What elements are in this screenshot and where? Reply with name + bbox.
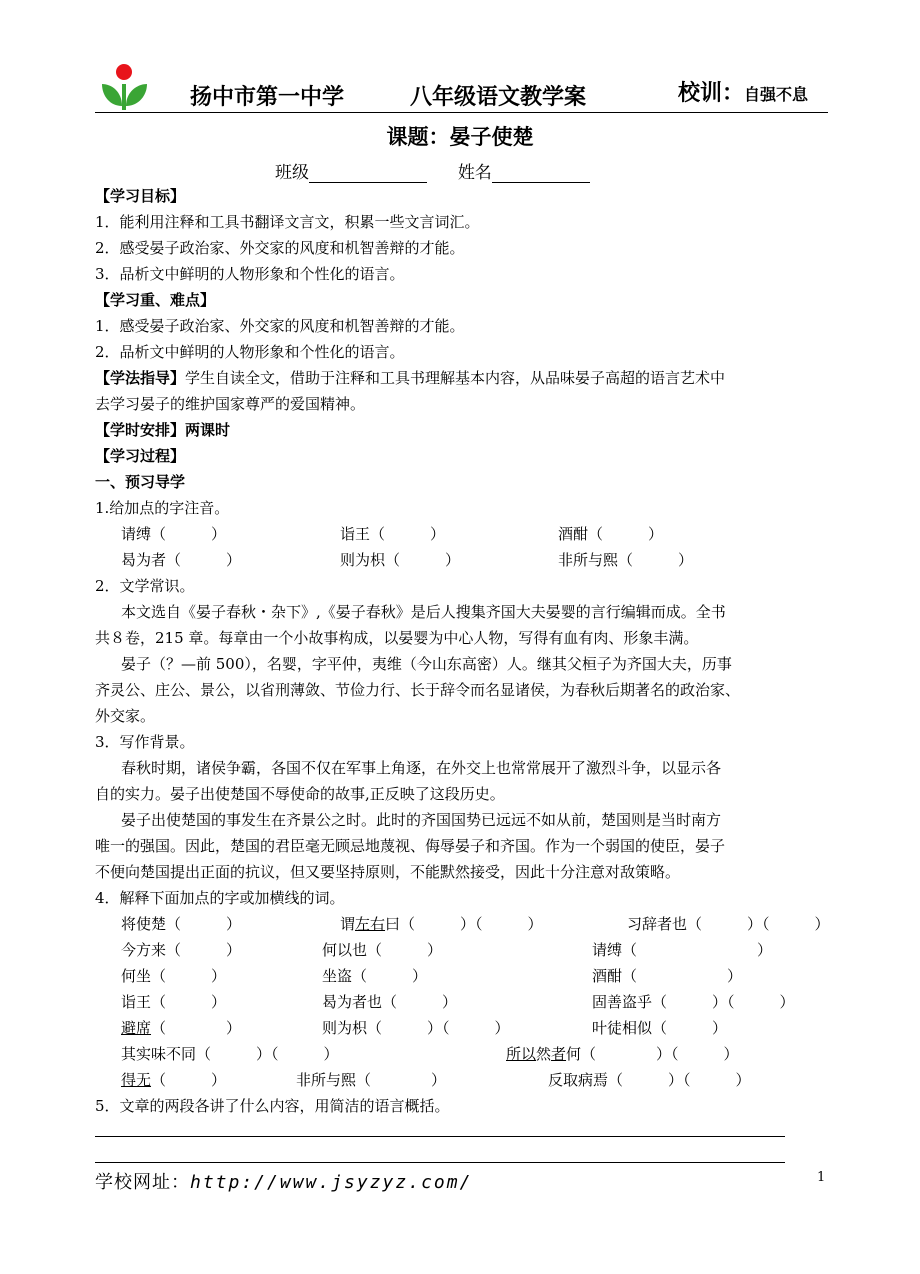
explain-blank[interactable]: 叶徒相似（ ） (592, 1019, 728, 1037)
class-name-row (275, 158, 590, 183)
paragraph-line: 共８卷，215 章。每章由一个小故事构成，以晏婴为中心人物，写得有血有肉、形象丰满。 (95, 629, 699, 647)
school-name: 扬中市第一中学 (190, 85, 345, 110)
goal-item: 2．感受晏子政治家、外交家的风度和机智善辩的才能。 (95, 239, 465, 257)
motto-text: 自强不息 (744, 85, 809, 104)
method-line (95, 367, 725, 388)
pinyin-blank[interactable]: 酒酣（ ） (558, 525, 664, 543)
underlined-word: 得无 (121, 1071, 152, 1089)
pinyin-blank[interactable]: 诣王（ ） (340, 525, 446, 543)
schedule-text: 两课时 (185, 421, 231, 439)
explain-blank[interactable]: 习辞者也（ ）（ ） (627, 915, 830, 933)
goal-item: 3．品析文中鲜明的人物形象和个性化的语言。 (95, 265, 405, 283)
plan-title: 八年级语文教学案 (410, 85, 587, 110)
paragraph-line: 晏子（？—前 500），名婴，字平仲，夷维（今山东高密）人。继其父桓子为齐国大夫，历事 (121, 655, 732, 673)
keypoint-item: 1．感受晏子政治家、外交家的风度和机智善辩的才能。 (95, 317, 465, 335)
class-blank[interactable] (309, 164, 427, 183)
method-line-2: 去学习晏子的维护国家尊严的爱国精神。 (95, 395, 366, 413)
schedule-heading: 【学时安排】 (95, 421, 186, 439)
explain-blank[interactable]: 将使楚（ ） (121, 915, 242, 933)
explain-blank[interactable]: 何坐（ ） (121, 967, 227, 985)
word-text: 曰（ ）（ ） (385, 915, 543, 933)
school-logo (100, 62, 150, 112)
q4-title: 4．解释下面加点的字或加横线的词。 (95, 889, 345, 907)
underlined-word: 避席 (121, 1019, 152, 1037)
explain-blank[interactable]: 请缚（ ） (592, 941, 773, 959)
process-heading: 【学习过程】 (95, 447, 186, 465)
section-preview-heading: 一、预习导学 (95, 473, 186, 491)
method-heading: 【学法指导】 (95, 369, 186, 387)
name-label: 姓名 (457, 163, 492, 183)
explain-blank[interactable] (121, 1069, 226, 1090)
q3-title: 3．写作背景。 (95, 733, 195, 751)
explain-blank[interactable]: 反取病焉（ ）（ ） (548, 1071, 751, 1089)
explain-blank[interactable]: 非所与熙（ ） (296, 1071, 447, 1089)
word-text: （ ） (151, 1019, 242, 1037)
explain-blank[interactable]: 酒酣（ ） (592, 967, 743, 985)
class-label: 班级 (275, 163, 309, 183)
explain-blank[interactable]: 坐盗（ ） (322, 967, 428, 985)
underlined-word: 所以 (506, 1045, 537, 1063)
pinyin-blank[interactable]: 则为枳（ ） (340, 551, 461, 569)
pinyin-blank[interactable]: 请缚（ ） (121, 525, 227, 543)
paragraph-line: 自的实力。晏子出使楚国不辱使命的故事,正反映了这段历史。 (95, 785, 505, 803)
explain-blank[interactable] (506, 1043, 739, 1064)
word-text: 然 (536, 1045, 552, 1063)
paragraph-line: 不便向楚国提出正面的抗议，但又要坚持原则，不能默然接受，因此十分注意对敌策略。 (95, 863, 681, 881)
paragraph-line: 外交家。 (95, 707, 156, 725)
paragraph-line: 唯一的强国。因此，楚国的君臣毫无顾忌地蔑视、侮辱晏子和齐国。作为一个弱国的使臣，晏子 (95, 837, 726, 855)
page-number: 1 (817, 1170, 826, 1185)
word-text: 何（ ）（ ） (566, 1045, 739, 1063)
q2-title: 2．文学常识。 (95, 577, 195, 595)
pinyin-blank[interactable]: 非所与熙（ ） (558, 551, 694, 569)
keypoint-item: 2．品析文中鲜明的人物形象和个性化的语言。 (95, 343, 405, 361)
goals-heading: 【学习目标】 (95, 187, 186, 205)
underlined-word: 者 (551, 1045, 567, 1063)
explain-blank[interactable]: 固善盗乎（ ）（ ） (592, 993, 795, 1011)
answer-line[interactable] (95, 1136, 785, 1137)
underlined-word: 左右 (355, 915, 386, 933)
footer-label: 学校网址： (95, 1172, 190, 1193)
explain-blank[interactable] (121, 1017, 241, 1038)
explain-blank[interactable]: 曷为者也（ ） (322, 993, 458, 1011)
word-text: 谓 (340, 915, 356, 933)
explain-blank[interactable]: 何以也（ ） (322, 941, 443, 959)
paragraph-line: 齐灵公、庄公、景公，以省刑薄敛、节俭力行、长于辞令而名显诸侯，为春秋后期著名的政治家、 (95, 681, 741, 699)
motto-label: 校训： (678, 81, 745, 106)
paragraph-line: 春秋时期，诸侯争霸，各国不仅在军事上角逐，在外交上也常常展开了激烈斗争，以显示各 (121, 759, 722, 777)
name-blank[interactable] (492, 164, 590, 183)
paragraph-line: 本文选自《晏子春秋・杂下》,《晏子春秋》是后人搜集齐国大夫晏婴的言行编辑而成。全书 (121, 603, 726, 621)
footer-website (95, 1168, 472, 1194)
q5-title: 5．文章的两段各讲了什么内容，用简洁的语言概括。 (95, 1097, 450, 1115)
footer-url[interactable]: http://www.jsyzyz.com/ (190, 1172, 473, 1193)
word-text: （ ） (151, 1071, 227, 1089)
explain-blank[interactable]: 则为枳（ ）（ ） (322, 1019, 510, 1037)
schedule-line (95, 419, 230, 440)
lesson-title: 课题：晏子使楚 (386, 125, 534, 149)
keypoints-heading: 【学习重、难点】 (95, 291, 216, 309)
paragraph-line: 晏子出使楚国的事发生在齐景公之时。此时的齐国国势已远远不如从前，楚国则是当时南方 (121, 811, 722, 829)
pinyin-blank[interactable]: 曷为者（ ） (121, 551, 242, 569)
method-text: 学生自读全文，借助于注释和工具书理解基本内容，从品味晏子高超的语言艺术中 (185, 369, 726, 387)
explain-blank[interactable] (340, 913, 543, 934)
explain-blank[interactable]: 诣王（ ） (121, 993, 227, 1011)
school-motto (678, 76, 808, 107)
q1-title: 1.给加点的字注音。 (95, 499, 230, 517)
explain-blank[interactable]: 今方来（ ） (121, 941, 242, 959)
answer-line[interactable] (95, 1162, 785, 1163)
header-rule (95, 112, 828, 113)
explain-blank[interactable]: 其实味不同（ ）（ ） (121, 1045, 339, 1063)
goal-item: 1．能利用注释和工具书翻译文言文，积累一些文言词汇。 (95, 213, 480, 231)
